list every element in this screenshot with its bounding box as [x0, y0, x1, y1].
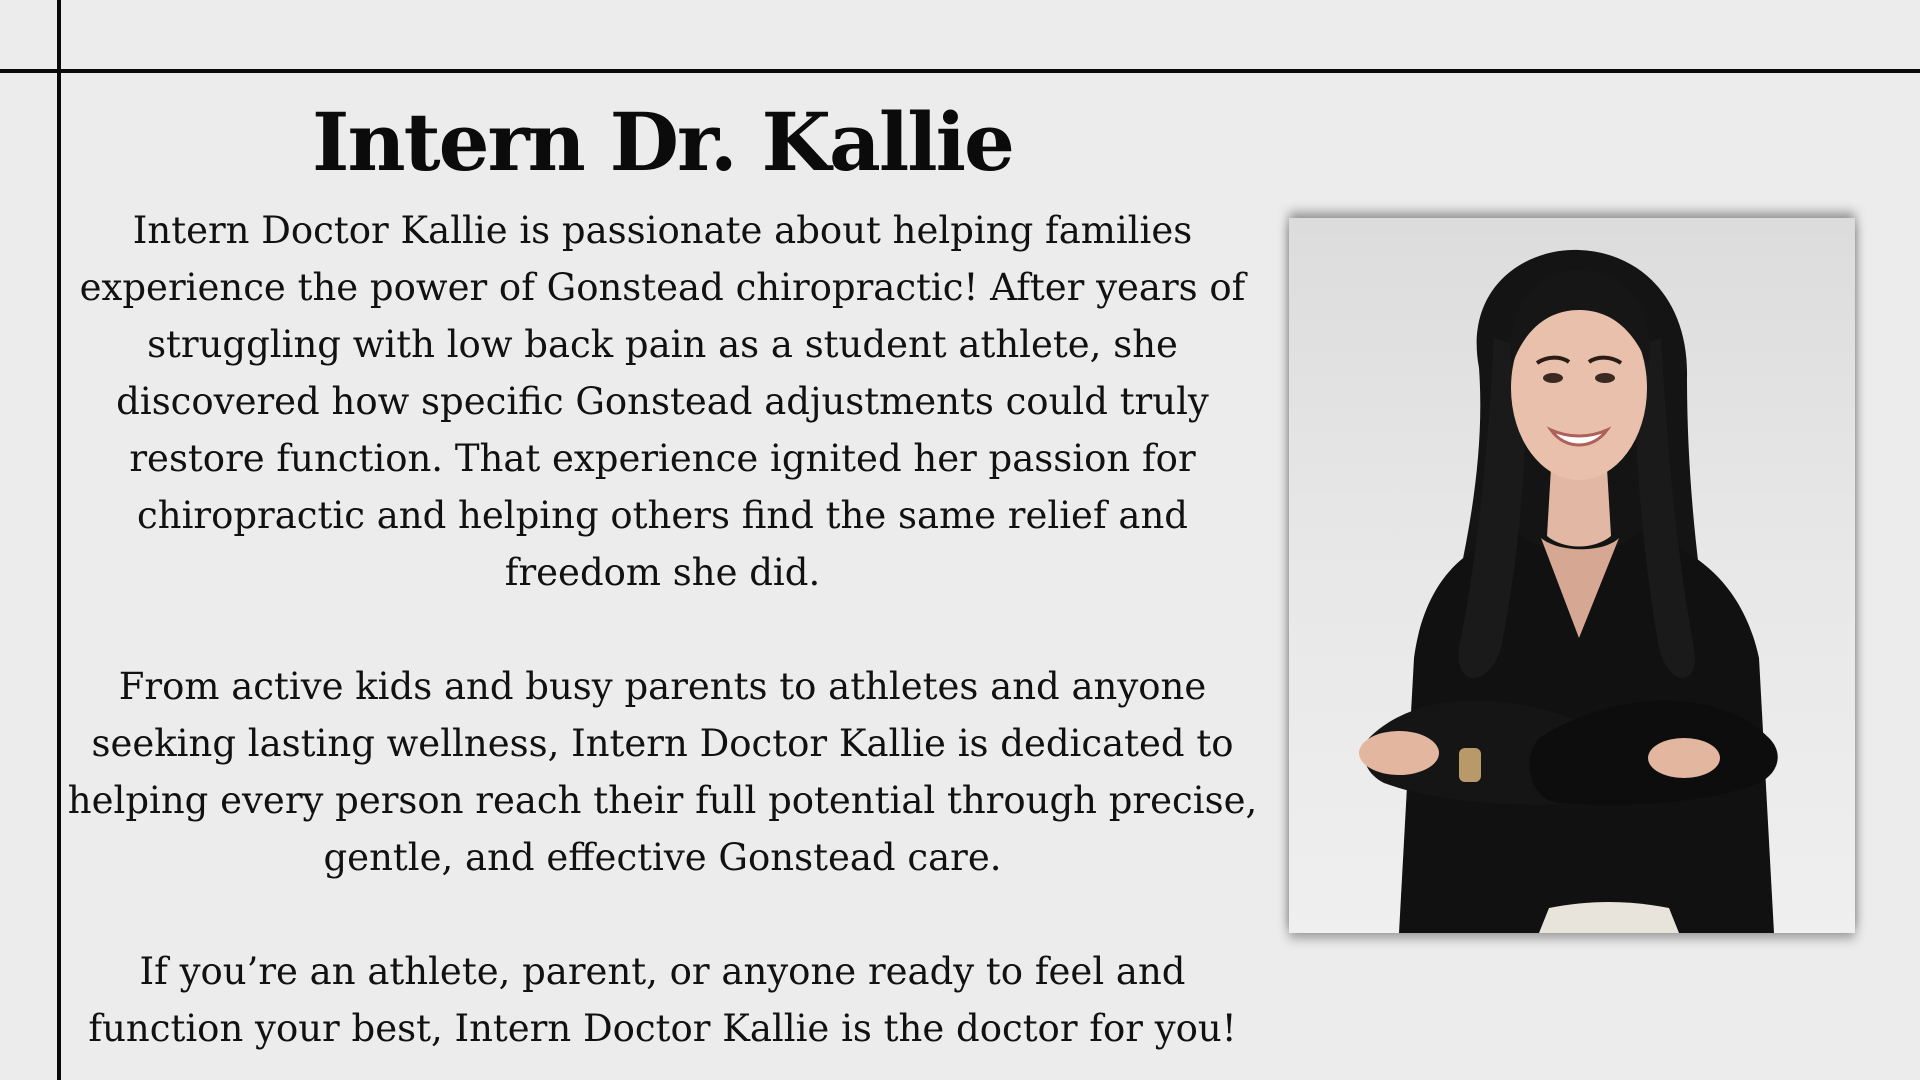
bio-text	[66, 202, 1259, 1057]
left-divider-line	[57, 0, 61, 1080]
page-title: Intern Dr. Kallie	[312, 95, 1013, 189]
bio-paragraph-mission: From active kids and busy parents to athletes and anyone seeking lasting wellness, Intern Doctor Kallie is dedicated to helping every person reach their full potential through precise, gentle, and effective Gonstead care.	[67, 665, 1258, 879]
portrait-illustration	[1289, 218, 1855, 933]
top-divider-line	[0, 69, 1920, 73]
bio-paragraph-intro: Intern Doctor Kallie is passionate about helping families experience the power of Gonstead chiropractic! After years of struggling with low back pain as a student athlete, she discovered how specific Gonstead adjustments could truly restore function. That experience ignited her passion for chiropractic and helping others find the same relief and freedom she did.	[79, 209, 1246, 594]
portrait-photo	[1289, 218, 1855, 933]
bio-paragraph-call-to-action: If you’re an athlete, parent, or anyone ready to feel and function your best, Intern Doctor Kallie is the doctor for you!	[88, 950, 1237, 1050]
